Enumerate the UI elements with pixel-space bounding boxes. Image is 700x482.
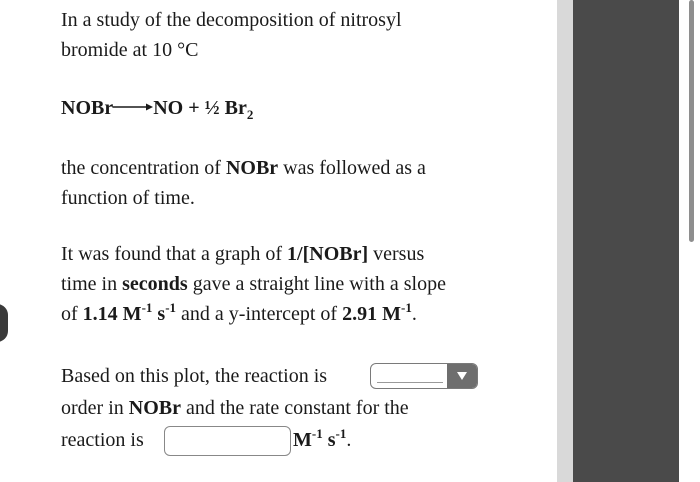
para3-bold-seconds: seconds [122, 273, 188, 295]
intro-line-1: In a study of the decomposition of nitrosyl [61, 9, 402, 31]
para3-text-end: versus [368, 243, 425, 265]
para4-text-order: order in [61, 397, 129, 419]
intercept-value: 2.91 M [342, 303, 401, 325]
units-m: M [293, 429, 312, 451]
para3-line-3 [61, 302, 417, 328]
slope-unit-s: s [152, 303, 166, 325]
para3-text-of: of [61, 303, 83, 325]
reaction-reactant: NOBr [61, 97, 114, 119]
para3-text-slope: gave a straight line with a slope [187, 273, 446, 295]
right-arrow-icon [113, 94, 153, 118]
side-tab-handle[interactable] [0, 304, 8, 342]
para2-bold-nobr: NOBr [225, 157, 279, 179]
rate-constant-input[interactable] [164, 426, 291, 456]
para3-text-intercept: and a y-intercept of [176, 303, 343, 325]
slope-value: 1.14 M [82, 303, 142, 325]
para3-text-time: time in [61, 273, 123, 295]
intro-line-2: bromide at 10 °C [61, 39, 199, 61]
reaction-products: NO + ½ Br [153, 97, 247, 119]
para3-bold-graph: 1/[NOBr] [287, 243, 369, 265]
reaction-order-select[interactable] [370, 363, 478, 389]
para2-text-end: was followed as a [278, 157, 426, 179]
intercept-sup: -1 [400, 300, 412, 315]
para3-line-2 [61, 272, 446, 296]
para3-period: . [411, 303, 417, 325]
dark-side-panel [573, 0, 679, 482]
para3-text: It was found that a graph of [61, 243, 288, 265]
units-period: . [346, 429, 352, 451]
reaction-subscript: 2 [246, 107, 254, 122]
triangle-down-icon [457, 372, 467, 380]
para2-line-1 [61, 156, 426, 180]
para4-text-rate: and the rate constant for the [180, 397, 409, 419]
units-sup-1: -1 [311, 426, 323, 441]
units-sup-2: -1 [335, 426, 347, 441]
slope-sup-2: -1 [165, 300, 177, 315]
para2-text: the concentration of [61, 157, 226, 179]
para2-line-2: function of time. [61, 187, 195, 209]
rate-constant-units [293, 428, 351, 454]
gutter-panel [557, 0, 573, 482]
reaction-equation [61, 96, 253, 122]
slope-sup-1: -1 [141, 300, 153, 315]
para4-bold-nobr: NOBr [128, 397, 181, 419]
units-s: s [322, 429, 336, 451]
para4-line-1: Based on this plot, the reaction is [61, 365, 328, 387]
para4-line-2 [61, 396, 409, 420]
dropdown-button[interactable] [447, 364, 477, 388]
select-value [377, 368, 443, 383]
para3-line-1 [61, 242, 424, 266]
vertical-scrollbar[interactable] [689, 0, 694, 242]
para4-line-3: reaction is [61, 429, 144, 451]
